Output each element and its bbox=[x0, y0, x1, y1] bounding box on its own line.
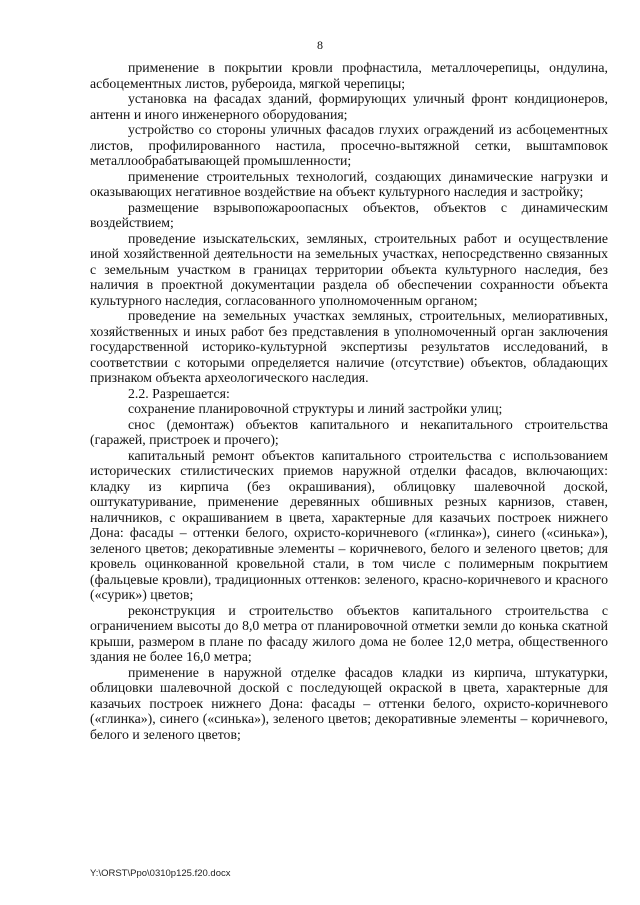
paragraph: применение в наружной отделке фасадов кладки из кирпича, штукатурки, облицовки шалевочной доской с последующей окраской в цвета, характерные для казачьих построек нижнего Дона: фасады – оттенки белого, охристо-коричневого («глинка»), синего («синька»), зеленого цветов; декоративные элементы – коричневого, белого и зеленого цветов; bbox=[90, 664, 608, 742]
paragraph: проведение на земельных участках земляных, строительных, мелиоративных, хозяйственных и иных работ без представления в уполномоченный орган заключения государственной историко-культурной экспертизы результатов исследований, в соответствии с которыми определяется наличие (отсутствие) объектов, обладающих признаком объекта археологического наследия. bbox=[90, 308, 608, 385]
paragraph: реконструкция и строительство объектов капитального строительства с ограничением высоты до 8,0 метра от планировочной отметки земли до конька скатной крыши, размером в плане по фасаду жилого дома не более 12,0 метра, общественного здания не более 16,0 метра; bbox=[90, 602, 608, 664]
section-heading: 2.2. Разрешается: bbox=[128, 385, 230, 401]
file-path-footer: Y:\ORST\Ppo\0310p125.f20.docx bbox=[90, 868, 231, 879]
paragraph: устройство со стороны уличных фасадов глухих ограждений из асбоцементных листов, профилированного настила, просечно-вытяжной сетки, выштамповок металлообрабатывающей промышленности; bbox=[90, 122, 608, 168]
paragraph: применение в покрытии кровли профнастила, металлочерепицы, ондулина, асбоцементных листов, рубероида, мягкой черепицы; bbox=[90, 60, 608, 91]
page-number: 8 bbox=[317, 38, 323, 52]
document-body bbox=[90, 60, 608, 742]
paragraph: размещение взрывопожароопасных объектов, объектов с динамическим воздействием; bbox=[90, 199, 608, 230]
paragraph: применение строительных технологий, создающих динамические нагрузки и оказывающих негативное воздействие на объект культурного наследия и застройку; bbox=[90, 168, 608, 199]
paragraph: снос (демонтаж) объектов капитального и некапитального строительства (гаражей, пристроек и прочего); bbox=[90, 416, 608, 447]
paragraph: проведение изыскательских, земляных, строительных работ и осуществление иной хозяйственной деятельности на земельных участках, непосредственно связанных с земельным участком в границах территории объекта культурного наследия, без наличия в проектной документации раздела об обеспечении сохранности объекта культурного наследия, согласованного уполномоченным органом; bbox=[90, 230, 608, 308]
paragraph: капитальный ремонт объектов капитального строительства с использованием исторических стилистических приемов наружной отделки фасадов, включающих: кладку из кирпича (без окрашивания), облицовку шалевочной доской, оштукатуривание, применение деревянных обшивных резных карнизов, ставен, наличников, с окрашиванием в цвета, характерные для казачьих построек нижнего Дона: фасады – оттенки белого, охристо-коричневого («глинка»), синего («синька»), зеленого цветов; декоративные элементы – коричневого, белого и зеленого цветов; для кровель оцинкованной кровельной стали, в том числе с полимерным покрытием (фальцевые кровли), традиционных оттенков: зеленого, красно-коричневого и красного («сурик») цветов; bbox=[90, 447, 608, 602]
paragraph: установка на фасадах зданий, формирующих уличный фронт кондиционеров, антенн и иного инженерного оборудования; bbox=[90, 91, 608, 122]
paragraph: сохранение планировочной структуры и линий застройки улиц; bbox=[128, 401, 503, 416]
